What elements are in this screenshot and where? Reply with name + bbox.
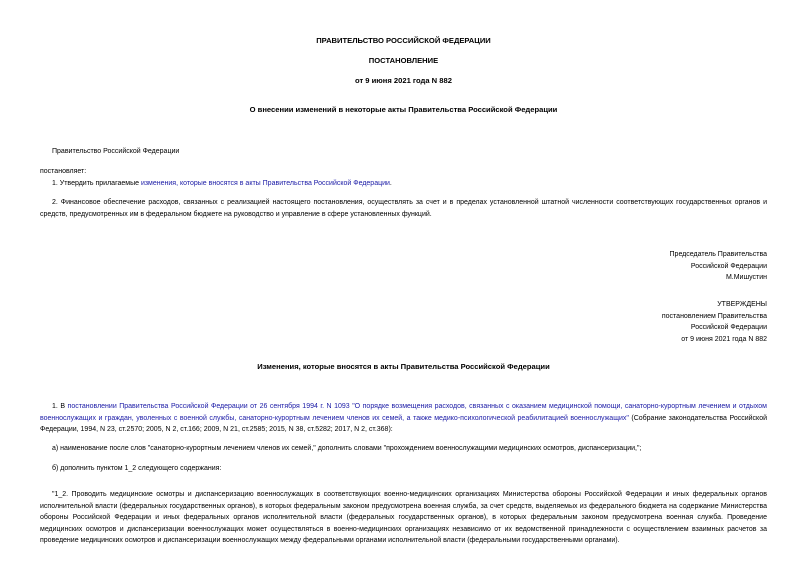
approved-block [567, 299, 767, 345]
changes-quote-1-2: "1_2. Проводить медицинские осмотры и диспансеризацию военнослужащих в соответствующих военно-медицинских организациях Министерства обороны Российской Федерации и иных федеральных органов исполнительной власти (федеральных государственных органов), в которых федеральным законом предусмотрена военная служба, за счет средств, выделяемых из федерального бюджета на содержание Министерства обороны Российской Федерации и иных федеральных органов исполнительной власти (федеральных государственных органов), в которых федеральным законом предусмотрена военная служба. Проведение медицинских осмотров и диспансеризации военнослужащих может осуществляться в военно-медицинских организациях независимо от их ведомственной принадлежности с осуществлением взаимных расчетов за проведение медицинских осмотров и диспансеризации военнослужащих между федеральными органами исполнительной власти (федеральными государственными органами). [40, 491, 767, 544]
changes-title: Изменения, которые вносятся в акты Правительства Российской Федерации [257, 362, 550, 371]
changes-item-b: б) дополнить пунктом 1_2 следующего содержания: [52, 465, 222, 472]
changes-paragraph-1 [40, 401, 767, 436]
date-number-heading: от 9 июня 2021 года N 882 [355, 76, 452, 85]
approved-line-3: Российской Федерации [690, 324, 767, 331]
intro-resolves: постановляет: [40, 168, 87, 175]
intro-government: Правительство Российской Федерации [52, 148, 180, 155]
doc-type-heading: ПОСТАНОВЛЕНИЕ [368, 56, 439, 65]
signature-line-1: Председатель Правительства [669, 251, 767, 258]
approved-line-1: УТВЕРЖДЕНЫ [717, 301, 767, 308]
signature-line-3: М.Мишустин [725, 274, 767, 281]
item-1-link[interactable]: изменения, которые вносятся в акты Правительства Российской Федерации [140, 180, 390, 187]
changes-item-a: а) наименование после слов "санаторно-курортным лечением членов их семей," дополнить словами "прохождением военнослужащими медицинских осмотров, диспансеризации,"; [52, 445, 642, 452]
resolution-1093-link[interactable]: постановлении Правительства Российской Федерации от 26 сентября 1994 г. N 1093 "О порядке возмещения расходов, связанных с оказанием медицинской помощи, санаторно-курортным лечением и отдыхом военнослужащих и граждан, уволенных с военной службы, санаторно-курортным лечением членов их семей, а также медико-психологической реабилитацией военнослужащих" [40, 403, 767, 422]
document-title: О внесении изменений в некоторые акты Правительства Российской Федерации [249, 105, 558, 114]
item-1 [52, 178, 392, 190]
approved-line-2: постановлением Правительства [661, 312, 767, 320]
item-1-suffix: . [389, 180, 392, 187]
item-2: 2. Финансовое обеспечение расходов, связанных с реализацией настоящего постановления, осуществлять за счет и в пределах установленной штатной численности соответствующих государственных органов и средств, предусмотренных им в федеральном бюджете на руководство и управление в сфере установленных функций. [40, 199, 767, 218]
changes-p1-prefix: 1. В [52, 403, 68, 410]
signature-block [567, 249, 767, 284]
item-1-prefix: 1. Утвердить прилагаемые [52, 180, 141, 187]
government-heading: ПРАВИТЕЛЬСТВО РОССИЙСКОЙ ФЕДЕРАЦИИ [316, 36, 491, 45]
changes-p1-suffix: (Собрание законодательства Российской Федерации, 1994, N 23, ст.2570; 2005, N 2, ст.166; 2009, N 21, ст.2585; 2015, N 38, ст.5282; 2017, N 2, ст.368): [40, 414, 767, 433]
signature-line-2: Российской Федерации [690, 262, 767, 270]
approved-line-4: от 9 июня 2021 года N 882 [681, 335, 767, 343]
